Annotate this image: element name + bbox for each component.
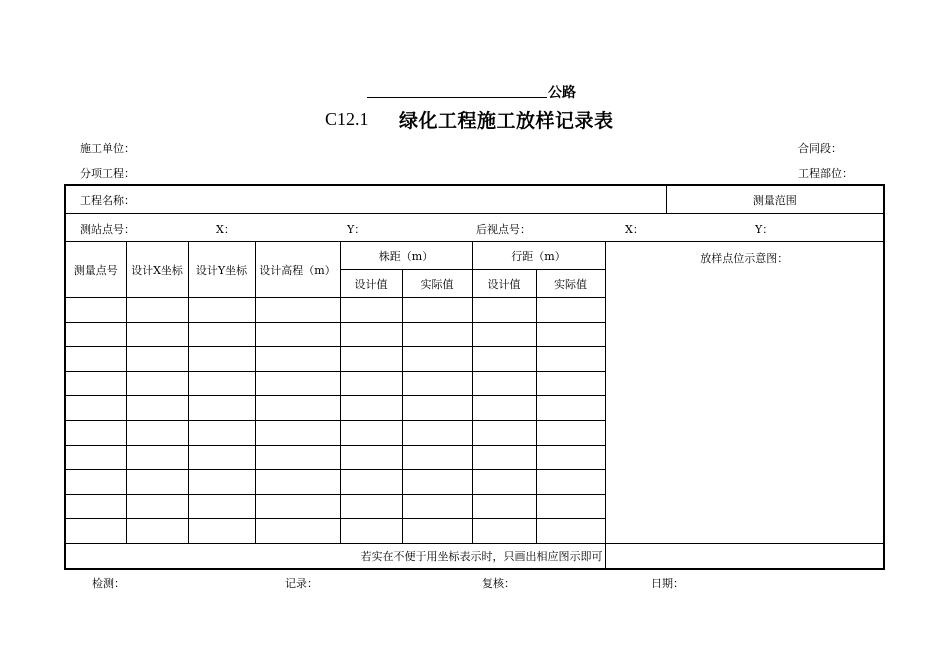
project-part-label: 工程部位： [798,167,853,180]
col-row-spacing: 行距（m） [472,242,605,270]
table-cell[interactable] [188,519,255,544]
table-cell[interactable] [255,396,340,421]
table-cell[interactable] [472,519,536,544]
road-suffix: 公路 [548,85,576,101]
table-cell[interactable] [188,445,255,470]
table-cell[interactable] [255,347,340,372]
table-cell[interactable] [536,396,605,421]
table-cell[interactable] [402,494,472,519]
table-cell[interactable] [126,445,188,470]
table-cell[interactable] [255,470,340,495]
table-cell[interactable] [126,347,188,372]
table-cell[interactable] [340,396,402,421]
station-y-label: Y： [347,222,366,236]
table-cell[interactable] [536,298,605,323]
table-cell[interactable] [472,371,536,396]
table-cell[interactable] [126,322,188,347]
col-design-elevation: 设计高程（m） [255,242,340,298]
table-cell[interactable] [340,298,402,323]
table-cell[interactable] [472,347,536,372]
table-cell[interactable] [472,322,536,347]
sketch-label: 放样点位示意图： [700,252,789,265]
table-cell[interactable] [65,396,126,421]
table-cell[interactable] [340,445,402,470]
table-cell[interactable] [536,494,605,519]
col-design-y: 设计Y坐标 [188,242,255,298]
table-cell[interactable] [472,396,536,421]
table-cell[interactable] [340,322,402,347]
table-cell[interactable] [65,347,126,372]
table-cell[interactable] [536,445,605,470]
sub-project-label: 分项工程： [80,167,135,180]
table-cell[interactable] [402,470,472,495]
table-cell[interactable] [188,371,255,396]
table-cell[interactable] [536,347,605,372]
table-cell[interactable] [65,445,126,470]
table-cell[interactable] [126,470,188,495]
table-cell[interactable] [340,371,402,396]
table-cell[interactable] [65,519,126,544]
table-cell[interactable] [65,420,126,445]
table-cell[interactable] [255,519,340,544]
table-cell[interactable] [402,298,472,323]
table-cell[interactable] [402,322,472,347]
table-cell[interactable] [188,322,255,347]
table-cell[interactable] [536,420,605,445]
sketch-area[interactable] [605,242,884,544]
table-cell[interactable] [255,445,340,470]
station-point-label: 测站点号： [80,222,135,236]
layout-record-table [64,184,885,570]
form-title: 绿化工程施工放样记录表 [399,110,614,132]
inspect-label: 检测： [92,577,125,590]
backsight-y-label: Y： [755,222,774,236]
table-cell[interactable] [65,470,126,495]
table-cell[interactable] [340,494,402,519]
table-cell[interactable] [126,371,188,396]
road-name-blank-line [367,97,547,98]
plant-design-value: 设计值 [340,270,402,298]
table-cell[interactable] [65,371,126,396]
table-cell[interactable] [126,519,188,544]
table-cell[interactable] [126,494,188,519]
table-cell[interactable] [188,298,255,323]
table-cell[interactable] [402,396,472,421]
table-cell[interactable] [255,298,340,323]
table-cell[interactable] [472,420,536,445]
construction-unit-label: 施工单位： [80,142,135,155]
row-design-value: 设计值 [472,270,536,298]
table-cell[interactable] [472,298,536,323]
table-cell[interactable] [65,298,126,323]
table-cell[interactable] [340,420,402,445]
table-cell[interactable] [255,322,340,347]
table-cell[interactable] [472,445,536,470]
table-cell[interactable] [340,347,402,372]
table-cell[interactable] [126,396,188,421]
survey-range-label: 测量范围 [666,185,884,214]
table-cell[interactable] [402,371,472,396]
table-cell[interactable] [255,371,340,396]
table-note: 若实在不便于用坐标表示时，只画出相应图示即可 [65,543,605,569]
contract-section-label: 合同段： [798,142,842,155]
col-design-x: 设计X坐标 [126,242,188,298]
table-cell[interactable] [472,470,536,495]
table-cell[interactable] [65,494,126,519]
form-code: C12.1 [325,109,369,129]
table-cell[interactable] [402,519,472,544]
table-cell[interactable] [188,420,255,445]
table-cell[interactable] [188,347,255,372]
table-cell[interactable] [255,420,340,445]
station-x-label: X： [216,222,235,236]
table-cell[interactable] [340,519,402,544]
table-cell[interactable] [402,347,472,372]
table-cell[interactable] [255,494,340,519]
table-cell[interactable] [188,494,255,519]
col-plant-spacing: 株距（m） [340,242,472,270]
table-cell[interactable] [536,470,605,495]
table-cell[interactable] [402,420,472,445]
table-cell[interactable] [536,371,605,396]
project-name-cell[interactable] [65,185,666,214]
table-cell[interactable] [472,494,536,519]
table-cell[interactable] [65,322,126,347]
table-cell[interactable] [536,322,605,347]
station-row [65,214,884,242]
col-point-no: 测量点号 [65,242,126,298]
backsight-x-label: X： [625,222,644,236]
table-cell[interactable] [536,519,605,544]
table-cell[interactable] [188,470,255,495]
table-cell[interactable] [126,298,188,323]
row-actual-value: 实际值 [536,270,605,298]
table-cell[interactable] [188,396,255,421]
table-cell[interactable] [340,470,402,495]
project-name-label: 工程名称： [80,193,135,207]
plant-actual-value: 实际值 [402,270,472,298]
table-cell[interactable] [402,445,472,470]
review-label: 复核： [482,577,515,590]
backsight-point-label: 后视点号： [476,222,531,236]
record-label: 记录： [285,577,318,590]
table-cell[interactable] [126,420,188,445]
date-label: 日期： [651,577,684,590]
